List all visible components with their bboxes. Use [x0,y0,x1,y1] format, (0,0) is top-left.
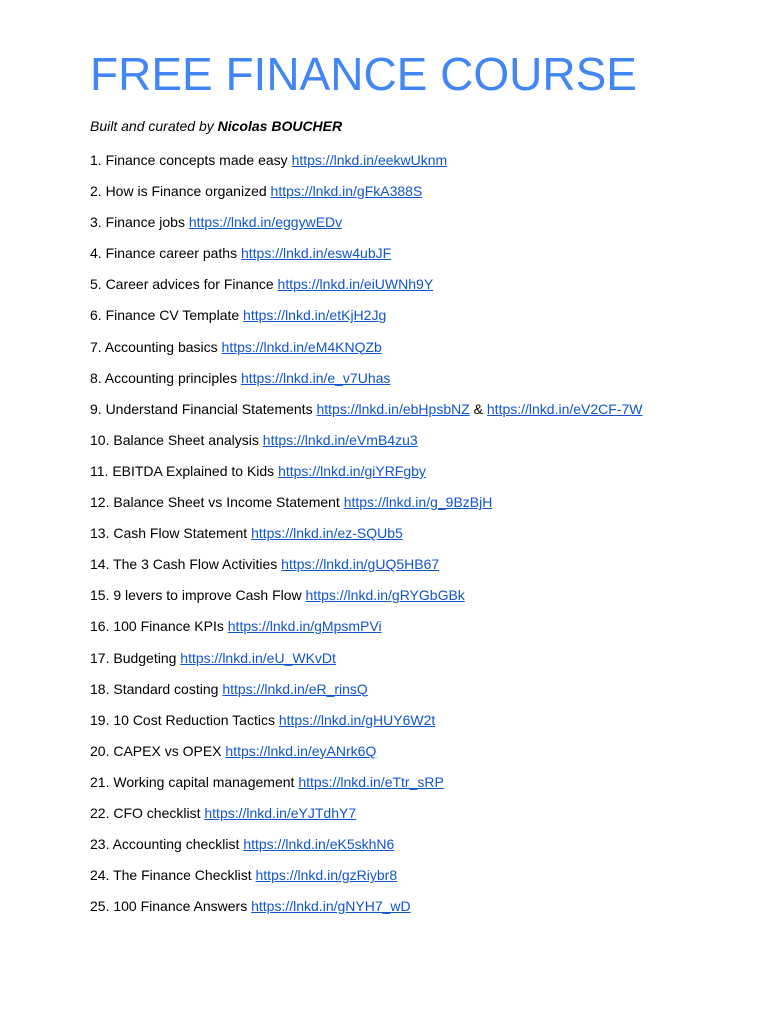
list-item [90,212,643,243]
list-item [90,896,643,927]
list-item-label: 7. Accounting basics [90,338,218,355]
list-item-label: 10. Balance Sheet analysis [90,431,259,448]
course-link[interactable]: https://lnkd.in/eM4KNQZb [221,338,382,355]
list-item [90,803,643,834]
list-item [90,679,643,710]
course-link[interactable]: https://lnkd.in/g_9BzBjH [343,494,493,511]
list-item-label: 19. 10 Cost Reduction Tactics [90,711,275,728]
course-link[interactable]: https://lnkd.in/gRYGbGBk [305,587,465,604]
course-link[interactable]: https://lnkd.in/gFkA388S [270,183,423,200]
list-item-label: 8. Accounting principles [90,369,238,386]
course-link[interactable]: https://lnkd.in/gUQ5HB67 [281,556,440,573]
byline [90,116,342,136]
list-item [90,274,643,305]
course-link[interactable]: https://lnkd.in/eTtr_sRP [298,773,444,790]
course-link[interactable]: https://lnkd.in/eggywEDv [188,214,343,231]
list-item [90,865,643,896]
list-item-label: 15. 9 levers to improve Cash Flow [90,587,302,604]
byline-author: Nicolas BOUCHER [217,118,343,134]
course-list [90,150,643,927]
list-item-label: 1. Finance concepts made easy [90,152,288,168]
course-link[interactable]: https://lnkd.in/eV2CF-7W [486,400,643,417]
course-link[interactable]: https://lnkd.in/eU_WKvDt [180,649,336,666]
list-item-label: 21. Working capital management [90,773,295,790]
course-link[interactable]: https://lnkd.in/eyANrk6Q [225,742,377,759]
course-link[interactable]: https://lnkd.in/ez-SQUb5 [251,525,403,542]
course-link[interactable]: https://lnkd.in/etKjH2Jg [243,307,387,324]
course-link[interactable]: https://lnkd.in/giYRFgby [278,462,426,479]
list-item-label: 3. Finance jobs [90,214,185,231]
list-item [90,368,643,399]
course-link[interactable]: https://lnkd.in/eK5skhN6 [243,836,395,853]
list-item-label: 23. Accounting checklist [90,836,240,853]
list-item [90,741,643,772]
list-item-label: 6. Finance CV Template [90,307,240,324]
list-item-label: 5. Career advices for Finance [90,276,274,293]
course-link[interactable]: https://lnkd.in/eekwUknm [291,152,448,168]
list-item [90,181,643,212]
course-link[interactable]: https://lnkd.in/eiUWNh9Y [277,276,434,293]
course-link[interactable]: https://lnkd.in/gHUY6W2t [278,711,436,728]
list-item [90,399,643,430]
list-item [90,305,643,336]
list-item [90,523,643,554]
list-item-label: 12. Balance Sheet vs Income Statement [90,494,340,511]
list-item [90,554,643,585]
list-item-label: 2. How is Finance organized [90,183,267,200]
course-link[interactable]: https://lnkd.in/gzRiybr8 [255,867,398,884]
list-item-label: 4. Finance career paths [90,245,238,262]
course-link[interactable]: https://lnkd.in/eVmB4zu3 [262,431,418,448]
list-item-label: 17. Budgeting [90,649,177,666]
list-item [90,710,643,741]
list-item [90,150,643,181]
list-item-label: 14. The 3 Cash Flow Activities [90,556,278,573]
list-item-label: 22. CFO checklist [90,804,201,821]
list-item-label: 16. 100 Finance KPIs [90,618,224,635]
course-link[interactable]: https://lnkd.in/gMpsmPVi [227,618,382,635]
list-item-label: 20. CAPEX vs OPEX [90,742,222,759]
course-link[interactable]: https://lnkd.in/gNYH7_wD [251,898,411,915]
list-item-label: 13. Cash Flow Statement [90,525,248,542]
list-item [90,461,643,492]
list-item [90,243,643,274]
list-item-label: 18. Standard costing [90,680,219,697]
list-item [90,337,643,368]
page-title: FREE FINANCE COURSE [90,48,637,100]
course-link[interactable]: https://lnkd.in/eR_rinsQ [222,680,368,697]
list-item-label: 24. The Finance Checklist [90,867,252,884]
course-link[interactable]: https://lnkd.in/eYJTdhY7 [204,804,357,821]
list-item [90,585,643,616]
course-link[interactable]: https://lnkd.in/esw4ubJF [240,245,392,262]
list-item [90,430,643,461]
course-link[interactable]: https://lnkd.in/ebHpsbNZ [316,400,470,417]
list-item-label: 11. EBITDA Explained to Kids [90,462,275,479]
list-item [90,834,643,865]
list-item [90,648,643,679]
list-item-label: 25. 100 Finance Answers [90,898,248,915]
list-item [90,492,643,523]
link-joiner: & [473,400,483,417]
byline-prefix: Built and curated by [90,118,214,134]
list-item-label: 9. Understand Financial Statements [90,400,313,417]
list-item [90,616,643,647]
list-item [90,772,643,803]
course-link[interactable]: https://lnkd.in/e_v7Uhas [240,369,391,386]
